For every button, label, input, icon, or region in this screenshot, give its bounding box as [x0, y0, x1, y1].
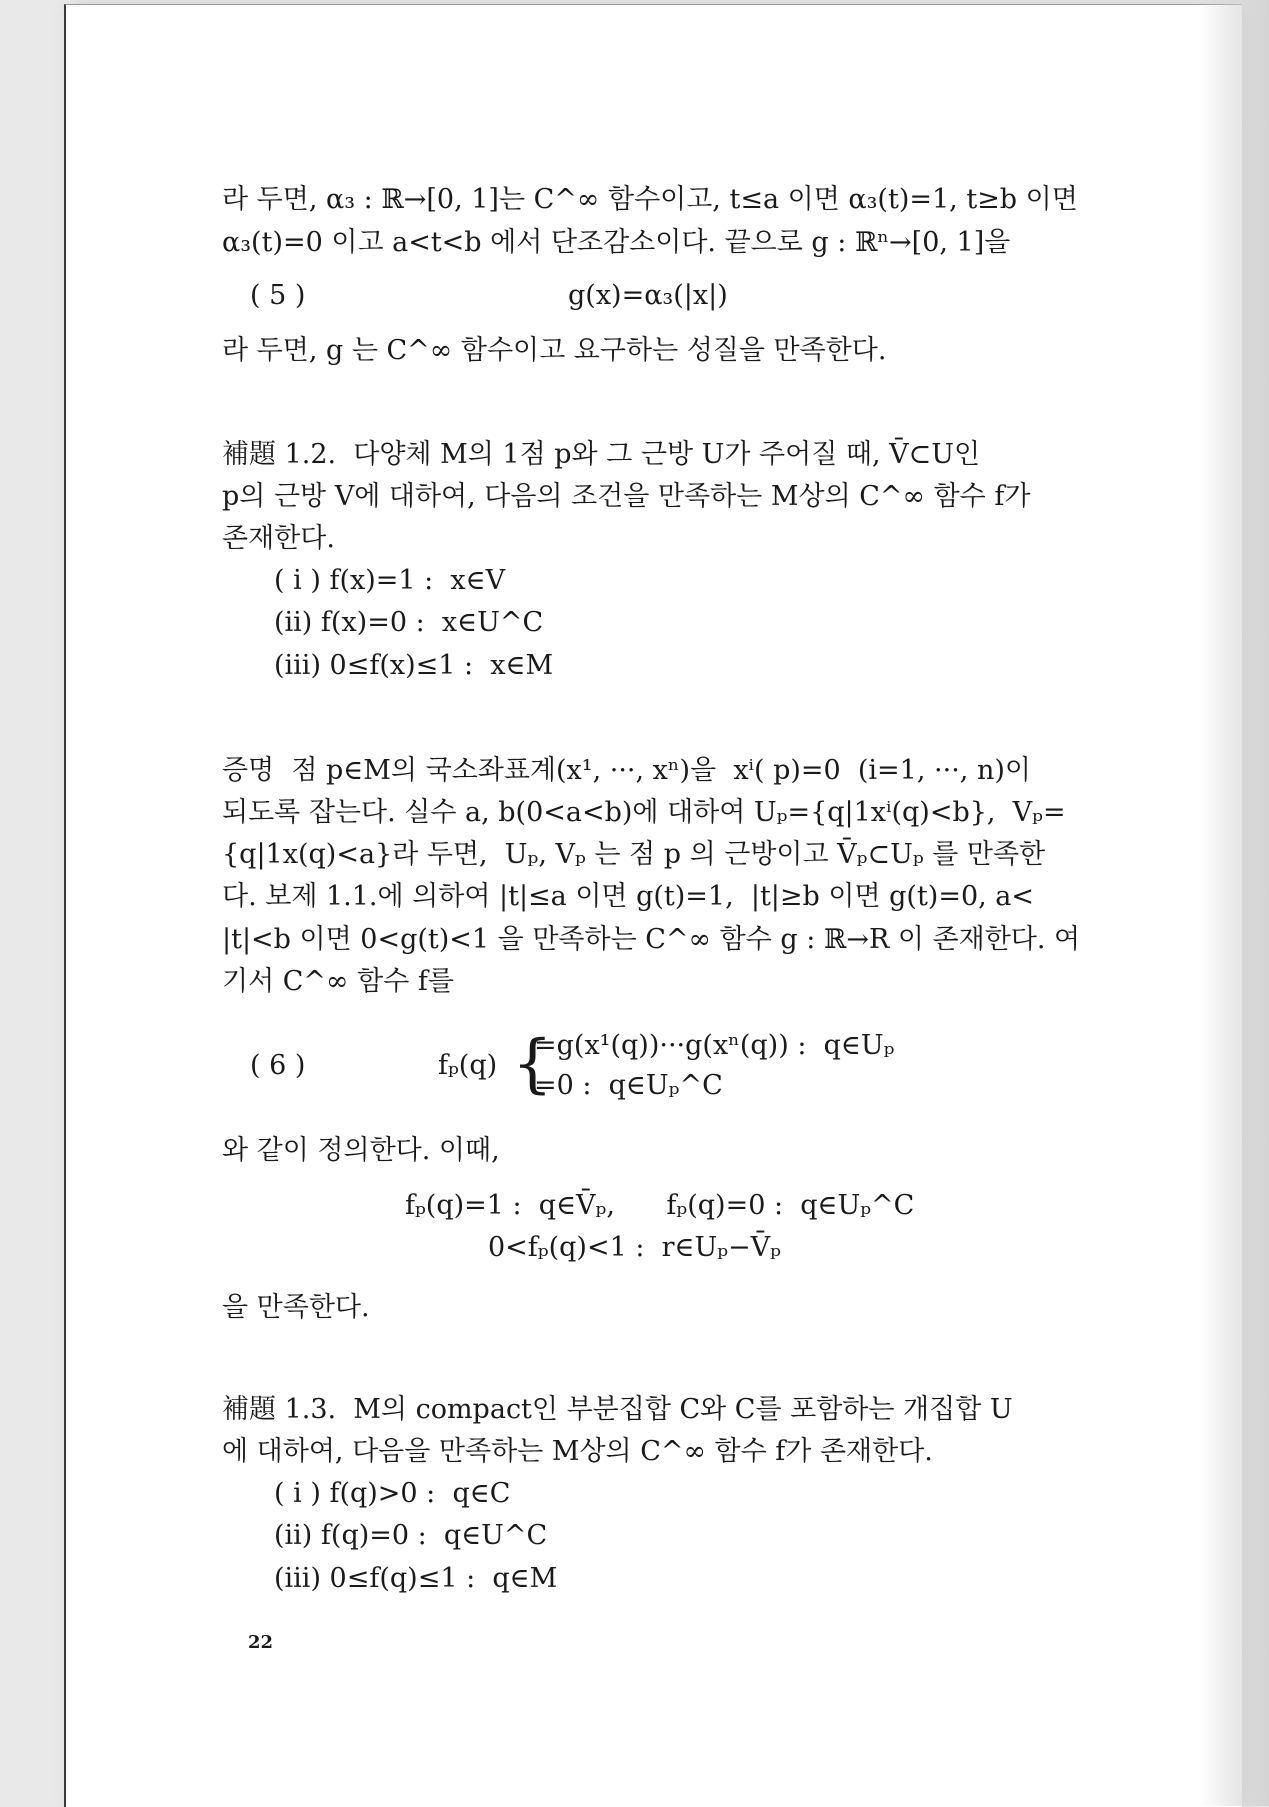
lemma-1-2-item-iii: (iii) 0≤f(x)≤1 : x∈M: [274, 650, 554, 681]
proof-line-5: |t|<b 이면 0<g(t)<1 을 만족하는 C^∞ 함수 g : ℝ→R 이 존재한다. 여: [222, 924, 1081, 955]
lemma-1-3-item-iii: (iii) 0≤f(q)≤1 : q∈M: [274, 1563, 558, 1594]
page-edge-shadow: [1199, 0, 1269, 1806]
display-eq-line-2: 0<fₚ(q)<1 : r∈Uₚ−V̄ₚ: [488, 1232, 781, 1263]
lemma-1-3-line-1: 補題 1.3. M의 compact인 부분집합 C와 C를 포함하는 개집합 U: [222, 1394, 1013, 1425]
lemma-1-3-line-2: 에 대하여, 다음을 만족하는 M상의 C^∞ 함수 f가 존재한다.: [222, 1436, 933, 1467]
paragraph-satisfy: 을 만족한다.: [222, 1292, 370, 1323]
lemma-1-2-line-3: 존재한다.: [222, 523, 335, 554]
proof-line-1: 증명 점 p∈M의 국소좌표계(x¹, ···, xⁿ)을 xⁱ( p)=0 (i=1, ···, n)이: [222, 755, 1031, 786]
equation-5-formula: g(x)=α₃(|x|): [568, 280, 728, 311]
paragraph-after-eq5: 라 두면, g 는 C^∞ 함수이고 요구하는 성질을 만족한다.: [222, 335, 887, 366]
lemma-1-3-item-ii: (ii) f(q)=0 : q∈U^C: [274, 1520, 548, 1551]
equation-6-brace: {: [512, 1027, 553, 1101]
lemma-1-2-line-1: 補題 1.2. 다양체 M의 1점 p와 그 근방 U가 주어질 때, V̄⊂U인: [222, 439, 981, 470]
display-eq-line-1: fₚ(q)=1 : q∈V̄ₚ, fₚ(q)=0 : q∈Uₚ^C: [405, 1190, 915, 1221]
equation-6-label: ( 6 ): [250, 1050, 306, 1081]
lemma-1-2-item-ii: (ii) f(x)=0 : x∈U^C: [274, 607, 544, 638]
proof-line-4: 다. 보제 1.1.에 의하여 |t|≤a 이면 g(t)=1, |t|≥b 이면 g(t)=0, a<: [222, 881, 1035, 912]
equation-6-case-2: =0 : q∈Uₚ^C: [534, 1070, 723, 1101]
intro-line-2: α₃(t)=0 이고 a<t<b 에서 단조감소이다. 끝으로 g : ℝⁿ→[0, 1]을: [222, 227, 1011, 258]
lemma-1-3-item-i: ( i ) f(q)>0 : q∈C: [274, 1478, 511, 1509]
lemma-1-2-item-i: ( i ) f(x)=1 : x∈V: [274, 565, 506, 596]
equation-6-lhs: fₚ(q): [438, 1050, 498, 1081]
lemma-1-2-line-2: p의 근방 V에 대하여, 다음의 조건을 만족하는 M상의 C^∞ 함수 f가: [222, 481, 1031, 512]
proof-line-3: {q|1x(q)<a}라 두면, Uₚ, Vₚ 는 점 p 의 근방이고 V̄ₚ⊂Uₚ 를 만족한: [222, 839, 1046, 870]
equation-6-case-1: =g(x¹(q))···g(xⁿ(q)) : q∈Uₚ: [534, 1030, 895, 1061]
paragraph-after-eq6: 와 같이 정의한다. 이때,: [222, 1135, 500, 1166]
intro-line-1: 라 두면, α₃ : ℝ→[0, 1]는 C^∞ 함수이고, t≤a 이면 α₃(t)=1, t≥b 이면: [222, 184, 1078, 215]
page-number: 22: [248, 1632, 274, 1653]
proof-line-2: 되도록 잡는다. 실수 a, b(0<a<b)에 대하여 Uₚ={q|1xⁱ(q)<b}, Vₚ=: [222, 797, 1066, 828]
proof-line-6: 기서 C^∞ 함수 f를: [222, 966, 454, 997]
equation-5-label: ( 5 ): [250, 280, 306, 311]
